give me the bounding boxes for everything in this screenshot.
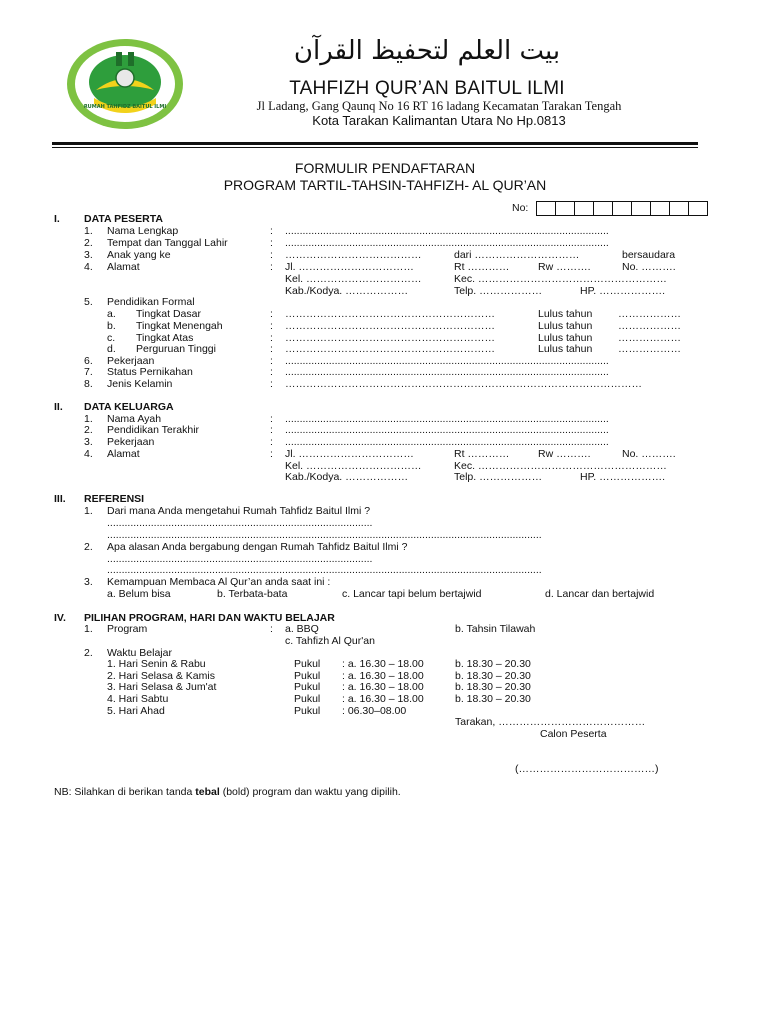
time-option-a[interactable]: : a. 16.30 – 18.00 (342, 658, 424, 670)
pukul-label: Pukul (294, 658, 321, 670)
bersaudara-label: bersaudara (622, 249, 676, 261)
row-number: 4. (84, 448, 93, 460)
row-number: 4. (84, 261, 93, 273)
institution-name: TAHFIZH QUR’AN BAITUL ILMI (289, 78, 565, 99)
question-text: Dari mana Anda mengetahui Rumah Tahfidz Baitul Ilmi ? (107, 505, 371, 517)
arabic-title: بيت العلم لتحفيظ القرآن (293, 36, 561, 66)
colon: : (270, 424, 273, 436)
colon: : (270, 261, 273, 273)
telp-field[interactable]: Telp. ……………… (454, 471, 543, 483)
no-label: No: (512, 202, 529, 214)
row-number: 1. (84, 225, 93, 237)
day-label: 4. Hari Sabtu (107, 693, 169, 705)
kabupaten-field[interactable]: Kab./Kodya. ……………… (285, 285, 409, 297)
jalan-field[interactable]: Jl. …………………………… (285, 448, 414, 460)
row-number: 1. (84, 413, 93, 425)
answer-line[interactable]: ........................................................................................... (107, 517, 373, 529)
header-rule-thick (52, 142, 698, 145)
institution-logo (66, 38, 184, 130)
row-number: 7. (84, 366, 93, 378)
lulus-smp-field[interactable]: ……………… (618, 320, 681, 332)
telp-field[interactable]: Telp. ……………… (454, 285, 543, 297)
field-label: Nama Lengkap (107, 225, 179, 237)
row-number: 8. (84, 378, 93, 390)
sd-field[interactable]: …………………………………………………… (285, 308, 495, 320)
colon: : (270, 448, 273, 460)
kabupaten-field[interactable]: Kab./Kodya. ……………… (285, 471, 409, 483)
field-label: Pekerjaan (107, 436, 155, 448)
pendidikan-ayah-field[interactable]: ............................................................................................................... (285, 424, 609, 436)
smp-field[interactable]: …………………………………………………… (285, 320, 495, 332)
status-field[interactable]: ............................................................................................................... (285, 366, 609, 378)
sub-letter: c. (107, 332, 116, 344)
option-belum-bisa[interactable]: a. Belum bisa (107, 588, 171, 600)
day-label: 3. Hari Selasa & Jum'at (107, 681, 217, 693)
hp-field[interactable]: HP. ………………. (580, 285, 665, 297)
field-label: Nama Ayah (107, 413, 162, 425)
lulus-pt-field[interactable]: ……………… (618, 343, 681, 355)
rt-field[interactable]: Rt ………… (454, 448, 510, 460)
section-1-number: I. (54, 213, 60, 225)
colon: : (270, 320, 273, 332)
time-option-a[interactable]: : a. 16.30 – 18.00 (342, 693, 424, 705)
jalan-field[interactable]: Jl. …………………………… (285, 261, 414, 273)
colon: : (270, 308, 273, 320)
address-line-1: Jl Ladang, Gang Qaunq No 16 RT 16 ladang Kecamatan Tarakan Tengah (256, 99, 622, 113)
note-prefix: NB: Silahkan di berikan tanda (54, 786, 196, 798)
colon: : (270, 355, 273, 367)
colon: : (270, 332, 273, 344)
field-label: Pendidikan Terakhir (107, 424, 200, 436)
lulus-label: Lulus tahun (538, 343, 593, 355)
time-option-b[interactable]: b. 18.30 – 20.30 (455, 658, 531, 670)
sub-letter: d. (107, 343, 116, 355)
svg-text:RUMAH TAHFIDZ BAITUL ILMI: RUMAH TAHFIDZ BAITUL ILMI (83, 104, 167, 110)
field-label: Tingkat Dasar (136, 308, 201, 320)
kelurahan-field[interactable]: Kel. …………………………… (285, 273, 422, 285)
signature-name-field[interactable]: (…………………………………) (515, 763, 659, 775)
colon: : (270, 249, 273, 261)
sub-letter: a. (107, 308, 116, 320)
section-2-number: II. (54, 401, 63, 413)
kecamatan-field[interactable]: Kec. ……………………………………………… (454, 460, 667, 472)
no-field[interactable]: No. ………. (622, 448, 676, 460)
field-label: Perguruan Tinggi (136, 343, 216, 355)
colon: : (270, 378, 273, 390)
section-3-title: REFERENSI (84, 493, 145, 505)
answer-line[interactable]: ..................................................................................................................................................... (107, 529, 542, 541)
pekerjaan-field[interactable]: ............................................................................................................... (285, 355, 609, 367)
field-label: Tingkat Menengah (136, 320, 223, 332)
form-title: FORMULIR PENDAFTARAN (294, 160, 476, 176)
row-number: 2. (84, 237, 93, 249)
day-label: 5. Hari Ahad (107, 705, 165, 717)
time-option-a[interactable]: : a. 16.30 – 18.00 (342, 670, 424, 682)
day-label: 2. Hari Selasa & Kamis (107, 670, 215, 682)
question-text: Apa alasan Anda bergabung dengan Rumah Tahfidz Baitul Ilmi ? (107, 541, 408, 553)
note-suffix: (bold) program dan waktu yang dipilih. (219, 786, 401, 798)
colon: : (270, 237, 273, 249)
sub-letter: b. (107, 320, 116, 332)
lulus-sd-field[interactable]: ……………… (618, 308, 681, 320)
pukul-label: Pukul (294, 705, 321, 717)
jenis-kelamin-field[interactable]: ………………………………………………………………………………………… (285, 378, 642, 390)
no-field[interactable]: No. ………. (622, 261, 676, 273)
field-label: Pendidikan Formal (107, 296, 195, 308)
lulus-sma-field[interactable]: ……………… (618, 332, 681, 344)
field-label: Program (107, 623, 148, 635)
colon: : (270, 436, 273, 448)
kecamatan-field[interactable]: Kec. ……………………………………………… (454, 273, 667, 285)
section-4-number: IV. (54, 612, 66, 624)
field-label: Anak yang ke (107, 249, 171, 261)
rt-field[interactable]: Rt ………… (454, 261, 510, 273)
row-number: 2. (84, 541, 93, 553)
kelurahan-field[interactable]: Kel. …………………………… (285, 460, 422, 472)
nama-ayah-field[interactable]: ............................................................................................................... (285, 413, 609, 425)
rw-field[interactable]: Rw ………. (538, 448, 591, 460)
row-number: 2. (84, 424, 93, 436)
time-option-b[interactable]: b. 18.30 – 20.30 (455, 670, 531, 682)
option-lancar-tajwid[interactable]: d. Lancar dan bertajwid (545, 588, 655, 600)
program-tahfizh[interactable]: c. Tahfizh Al Qur'an (285, 635, 375, 647)
registration-number-boxes[interactable] (536, 201, 708, 216)
program-bbq[interactable]: a. BBQ (285, 623, 319, 635)
pt-field[interactable]: …………………………………………………… (285, 343, 495, 355)
colon: : (270, 343, 273, 355)
note (54, 786, 401, 798)
pukul-label: Pukul (294, 693, 321, 705)
time-option-a[interactable]: : a. 16.30 – 18.00 (342, 681, 424, 693)
field-label: Status Pernikahan (107, 366, 193, 378)
header-rule-thin (52, 147, 698, 148)
day-label: 1. Hari Senin & Rabu (107, 658, 206, 670)
answer-line[interactable]: ..................................................................................................................................................... (107, 564, 542, 576)
pekerjaan-ayah-field[interactable]: ............................................................................................................... (285, 436, 609, 448)
ttl-field[interactable]: ............................................................................................................... (285, 237, 609, 249)
pukul-label: Pukul (294, 681, 321, 693)
section-4-title: PILIHAN PROGRAM, HARI DAN WAKTU BELAJAR (84, 612, 335, 624)
field-label: Alamat (107, 448, 140, 460)
colon: : (270, 413, 273, 425)
rw-field[interactable]: Rw ………. (538, 261, 591, 273)
lulus-label: Lulus tahun (538, 320, 593, 332)
field-label: Tempat dan Tanggal Lahir (107, 237, 228, 249)
field-label: Jenis Kelamin (107, 378, 173, 390)
sma-field[interactable]: …………………………………………………… (285, 332, 495, 344)
note-bold-word: tebal (195, 786, 220, 798)
option-lancar-belum-tajwid[interactable]: c. Lancar tapi belum bertajwid (342, 588, 482, 600)
row-number: 3. (84, 576, 93, 588)
field-label: Alamat (107, 261, 140, 273)
signature-role: Calon Peserta (540, 728, 607, 740)
anak-ke-field[interactable]: ………………………………… (285, 249, 422, 261)
pukul-label: Pukul (294, 670, 321, 682)
time-option-b[interactable]: b. 18.30 – 20.30 (455, 681, 531, 693)
field-label: Waktu Belajar (107, 647, 172, 659)
row-number: 2. (84, 647, 93, 659)
time-option-b[interactable]: b. 18.30 – 20.30 (455, 693, 531, 705)
lulus-label: Lulus tahun (538, 308, 593, 320)
lulus-label: Lulus tahun (538, 332, 593, 344)
section-1-title: DATA PESERTA (84, 213, 163, 225)
row-number: 6. (84, 355, 93, 367)
nama-lengkap-field[interactable]: ............................................................................................................... (285, 225, 609, 237)
row-number: 1. (84, 505, 93, 517)
question-text: Kemampuan Membaca Al Qur’an anda saat ini : (107, 576, 331, 588)
field-label: Tingkat Atas (136, 332, 194, 344)
option-terbata[interactable]: b. Terbata-bata (217, 588, 288, 600)
colon: : (270, 623, 273, 635)
colon: : (270, 225, 273, 237)
field-label: Pekerjaan (107, 355, 155, 367)
program-title: PROGRAM TARTIL-TAHSIN-TAHFIZH- AL QUR’AN (223, 177, 547, 193)
section-3-number: III. (54, 493, 66, 505)
row-number: 5. (84, 296, 93, 308)
dari-field[interactable]: dari ………………………… (454, 249, 580, 261)
place-date-field[interactable]: Tarakan, …………………………………… (455, 716, 646, 728)
answer-line[interactable]: ........................................................................................... (107, 553, 373, 565)
section-2-title: DATA KELUARGA (84, 401, 174, 413)
time-option-a[interactable]: : 06.30–08.00 (342, 705, 407, 717)
row-number: 1. (84, 623, 93, 635)
row-number: 3. (84, 249, 93, 261)
hp-field[interactable]: HP. ………………. (580, 471, 665, 483)
row-number: 3. (84, 436, 93, 448)
program-tahsin[interactable]: b. Tahsin Tilawah (455, 623, 536, 635)
address-line-2: Kota Tarakan Kalimantan Utara No Hp.0813 (312, 113, 566, 128)
colon: : (270, 366, 273, 378)
